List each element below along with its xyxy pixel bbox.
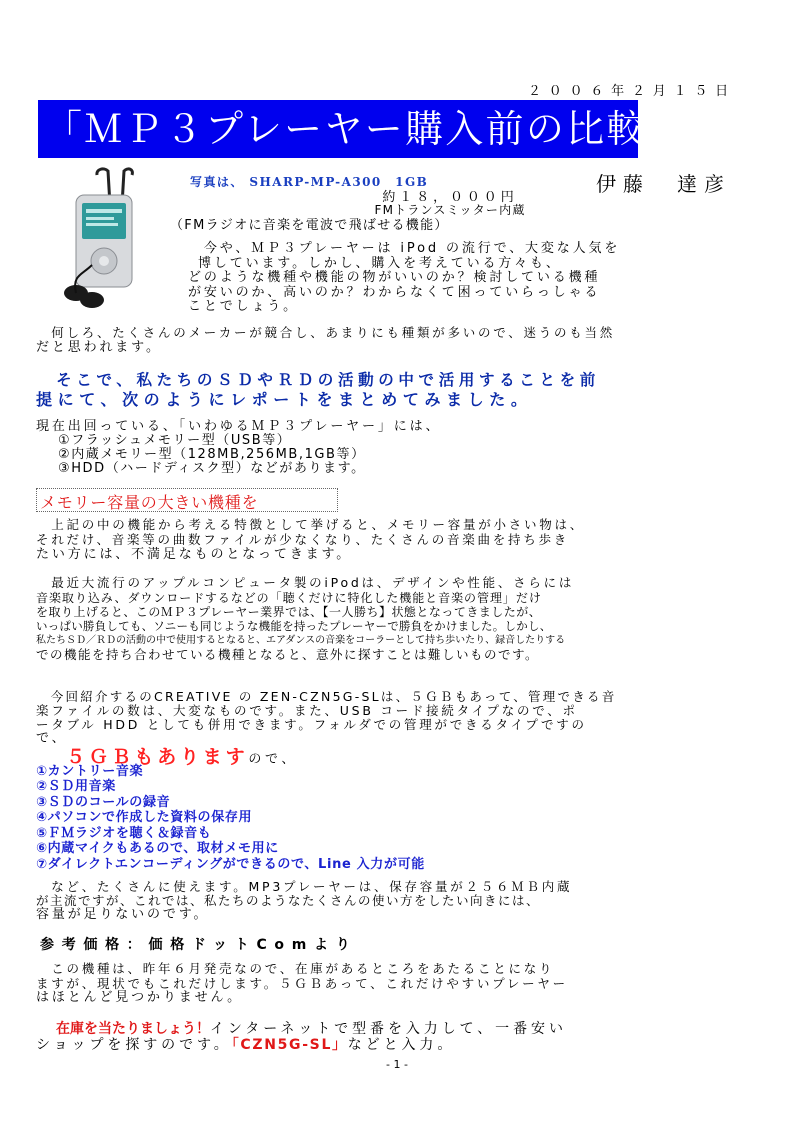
para3-line: 音楽取り込み、ダウンロードするなどの「聴くだけに特化した機能と音楽の管理」だけ [36, 591, 542, 605]
para2-line: それだけ、音楽等の曲数ファイルが少なくなり、たくさんの音楽曲を持ち歩き [36, 532, 570, 547]
reference-heading: 参考価格：価格ドットComより [40, 937, 358, 953]
feature-item: ①カントリー音楽 [36, 764, 144, 779]
para3-line: 最近大流行のアップルコンピュータ製のiPodは、デザインや性能、さらには [36, 575, 575, 590]
price: 約１８，０００円 [382, 190, 518, 205]
mp3-player-photo [62, 165, 156, 315]
date: ２００６年２月１５日 [527, 84, 736, 99]
feature-item: ②ＳＤ用音楽 [36, 779, 116, 794]
para2-line: たい方には、不満足なものとなってきます。 [36, 547, 353, 562]
type-item: ②内蔵メモリー型（128MB,256MB,1GB等） [58, 447, 366, 462]
feature-item: ⑦ダイレクトエンコーディングができるので、Line 入力が可能 [36, 857, 425, 872]
para1-line-2: だと思われます。 [36, 340, 162, 355]
type-item: ③HDD（ハードディスク型）などがあります。 [58, 461, 366, 476]
para2-line: 上記の中の機能から考える特徴として挙げると、メモリー容量が小さい物は、 [36, 517, 586, 532]
para1-line-1: 何しろ、たくさんのメーカーが競合し、あまりにも種類が多いので、迷うのも当然 [36, 325, 616, 340]
para5-line: 容量が足りないのです。 [36, 907, 210, 922]
para4-line: 楽ファイルの数は、大変なものです。また、USB コード接続タイプなので、ポ [36, 703, 578, 718]
intro-line-4: が安いのか、高いのか？わからなくて困っていらっしゃる [188, 285, 601, 300]
intro-line-2: 博しています。しかし、購入を考えている方々も、 [198, 256, 562, 271]
para6-line: はほとんど見つかりません。 [36, 990, 243, 1005]
page-title: 「ＭＰ３プレーヤー購入前の比較情報」 [44, 107, 768, 151]
feature-item: ⑥内蔵マイクもあるので、取材メモ用に [36, 841, 279, 856]
intro-line-3: どのような機種や機能の物がいいのか？検討している機種 [188, 270, 601, 285]
para3-line: を取り上げると、このＭＰ３プレーヤー業界では、【一人勝ち】状態となってきましたが、 [36, 605, 542, 619]
model-number: 「CZN5G-SL」 [231, 1037, 348, 1053]
page-number: - 1 - [386, 1058, 408, 1071]
para5-line: など、たくさんに使えます。MP3プレーヤーは、保存容量が２５６ＭＢ内蔵 [36, 879, 573, 894]
para6-line: ますが、現状でもこれだけします。５ＧＢあって、これだけやすいプレーヤー [36, 976, 568, 991]
para3-line: いっぱい勝負しても、ソニーも同じような機能を持ったプレーヤーで勝負をかけました。しかし、 [36, 619, 552, 633]
feature-item: ③ＳＤのコールの録音 [36, 795, 171, 810]
author-name: 伊藤 達彦 [596, 172, 731, 196]
type-item: ①フラッシュメモリー型（USB等） [58, 433, 292, 448]
stock-text: インターネットで型番を入力して、一番安い [210, 1021, 567, 1037]
section-title: メモリー容量の大きい機種を [40, 493, 259, 512]
para3-line: での機能を持ち合わせている機種となると、意外に探すことは難しいものです。 [36, 647, 540, 662]
capacity-suffix: ので、 [248, 752, 299, 767]
photo-caption: 写真は、 SHARP-MP-A300 1GB [190, 175, 429, 189]
para4-line: ータブル HDD としても併用できます。フォルダでの管理ができるタイプですの [36, 717, 587, 732]
intro-line-1: 今や、ＭＰ３プレーヤーは iPod の流行で、大変な人気を [188, 241, 621, 256]
stock-line-2 [36, 1034, 455, 1054]
para6-line: この機種は、昨年６月発売なので、在庫があるところをあたることになり [36, 961, 555, 976]
para3-line: 私たちＳＤ／ＲＤの活動の中で使用するとなると、エアダンスの音楽をコーラーとして持ち歩いたり、録音したりする [36, 635, 566, 646]
capacity-5gb: ５ＧＢもあります [66, 746, 249, 768]
types-intro: 現在出回っている、「いわゆるＭＰ３プレーヤー」には、 [36, 419, 442, 434]
feature-item: ④パソコンで作成した資料の保存用 [36, 810, 253, 825]
highlight-heading-line-2: 提にて、次のようにレポートをまとめてみました。 [36, 390, 533, 409]
fm-transmitter-line: FMトランスミッター内蔵 [374, 203, 526, 217]
intro-line-5: ことでしょう。 [188, 299, 300, 314]
highlight-heading-line-1: そこで、私たちのＳＤやＲＤの活動の中で活用することを前 [36, 371, 600, 389]
stock-text: ショップを探すのです。 [36, 1037, 232, 1053]
para4-line: 今回紹介するのCREATIVE の ZEN-CZN5G-SLは、５ＧＢもあって、管理できる音 [36, 689, 617, 704]
stock-text: などと入力。 [347, 1037, 456, 1053]
feature-item: ⑤ＦＭラジオを聴く＆録音も [36, 826, 212, 841]
stock-call-to-action: 在庫を当たりましょう！ [56, 1021, 210, 1037]
para5-line: が主流ですが、これでは、私たちのようなたくさんの使い方をしたい向きには、 [36, 893, 541, 908]
para4-line: で、 [36, 731, 68, 746]
fm-note: （FMラジオに音楽を電波で飛ばせる機能） [170, 218, 449, 233]
